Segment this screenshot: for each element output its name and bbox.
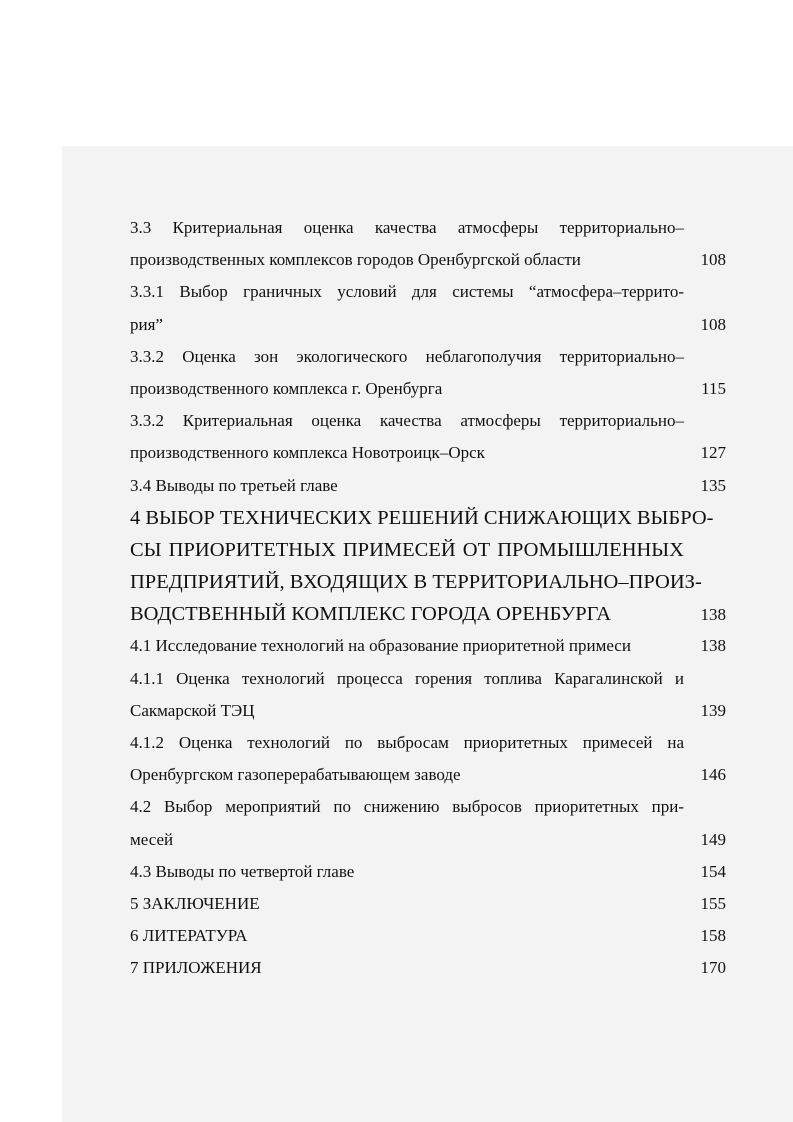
toc-line [130,470,726,502]
toc-line [130,437,726,469]
toc-entry-text: 4.1.1 Оценка технологий процесса горения топлива Карагалинской и [130,668,684,688]
toc-page-number: 108 [700,314,726,334]
toc-entry-text: 4.1.2 Оценка технологий по выбросам приоритетных примесей на [130,733,684,752]
toc-entry-text: производственных комплексов городов Оренбургской области [130,250,581,270]
toc-entry-text: 3.3.2 Критериальная оценка качества атмосферы территориально– [130,411,684,431]
toc-entry-text: 4.1 Исследование технологий на образование приоритетной примеси [130,636,631,656]
toc-entry-text: 3.3.2 Оценка зон экологического неблагополучия территориально– [130,346,684,366]
toc-chapter-text: ВОДСТВЕННЫЙ КОМПЛЕКС ГОРОДА ОРЕНБУРГА [130,603,612,626]
toc-entry-text: 5 ЗАКЛЮЧЕНИЕ [130,893,260,913]
toc-line [130,920,726,952]
toc-line [130,759,726,791]
toc-line [130,309,726,341]
toc-page-number: 127 [700,443,726,463]
toc-entry-text: 3.3.1 Выбор граничных условий для системы “атмосфера–террито- [130,282,684,302]
toc-line [130,856,726,888]
toc-line [130,952,726,984]
toc-line [130,630,726,662]
toc-line [130,212,726,244]
toc-line [130,888,726,920]
toc-page-number: 154 [700,861,726,881]
toc-page-number: 139 [700,700,726,720]
table-of-contents [130,212,726,985]
toc-entry-text: производственного комплекса Новотроицк–Орск [130,443,485,463]
toc-line [130,502,726,534]
toc-page-number: 135 [700,475,726,495]
toc-chapter-text: СЫ ПРИОРИТЕТНЫХ ПРИМЕСЕЙ ОТ ПРОМЫШЛЕННЫХ [130,538,684,561]
toc-page-number: 155 [700,893,726,913]
toc-page-number: 138 [700,605,726,625]
toc-line [130,373,726,405]
toc-line [130,663,726,695]
toc-page-number: 170 [700,958,726,978]
toc-line [130,598,726,630]
toc-entry-text: месей [130,829,174,849]
toc-entry-text: производственного комплекса г. Оренбурга [130,378,443,398]
toc-line [130,405,726,437]
toc-entry-text: 6 ЛИТЕРАТУРА [130,926,248,946]
toc-page-number: 149 [700,829,726,849]
toc-entry-text: 3.4 Выводы по третьей главе [130,475,338,495]
toc-entry-text: рия” [130,314,163,334]
toc-page-number: 108 [700,250,726,270]
toc-entry-text: Сакмарской ТЭЦ [130,700,255,720]
toc-line [130,824,726,856]
toc-entry-text: 4.2 Выбор мероприятий по снижению выбросов приоритетных при- [130,797,684,817]
toc-page-number: 115 [701,378,726,398]
toc-page-number: 158 [700,926,726,946]
toc-line [130,244,726,276]
toc-chapter-text: ПРЕДПРИЯТИЙ, ВХОДЯЩИХ В ТЕРРИТОРИАЛЬНО–ПРОИЗ- [130,571,702,594]
toc-line [130,695,726,727]
toc-entry-text: 7 ПРИЛОЖЕНИЯ [130,958,262,978]
toc-chapter-text: 4 ВЫБОР ТЕХНИЧЕСКИХ РЕШЕНИЙ СНИЖАЮЩИХ ВЫБРО- [130,506,714,529]
toc-line [130,727,726,759]
toc-page-number: 146 [700,765,726,785]
toc-page-number: 138 [700,636,726,656]
toc-entry-text: Оренбургском газоперерабатывающем заводе [130,765,461,785]
toc-entry-text: 4.3 Выводы по четвертой главе [130,861,355,881]
toc-line [130,276,726,308]
toc-line [130,341,726,373]
toc-line [130,791,726,823]
toc-entry-text: 3.3 Критериальная оценка качества атмосферы территориально– [130,218,684,237]
toc-line [130,566,726,598]
toc-line [130,534,726,566]
